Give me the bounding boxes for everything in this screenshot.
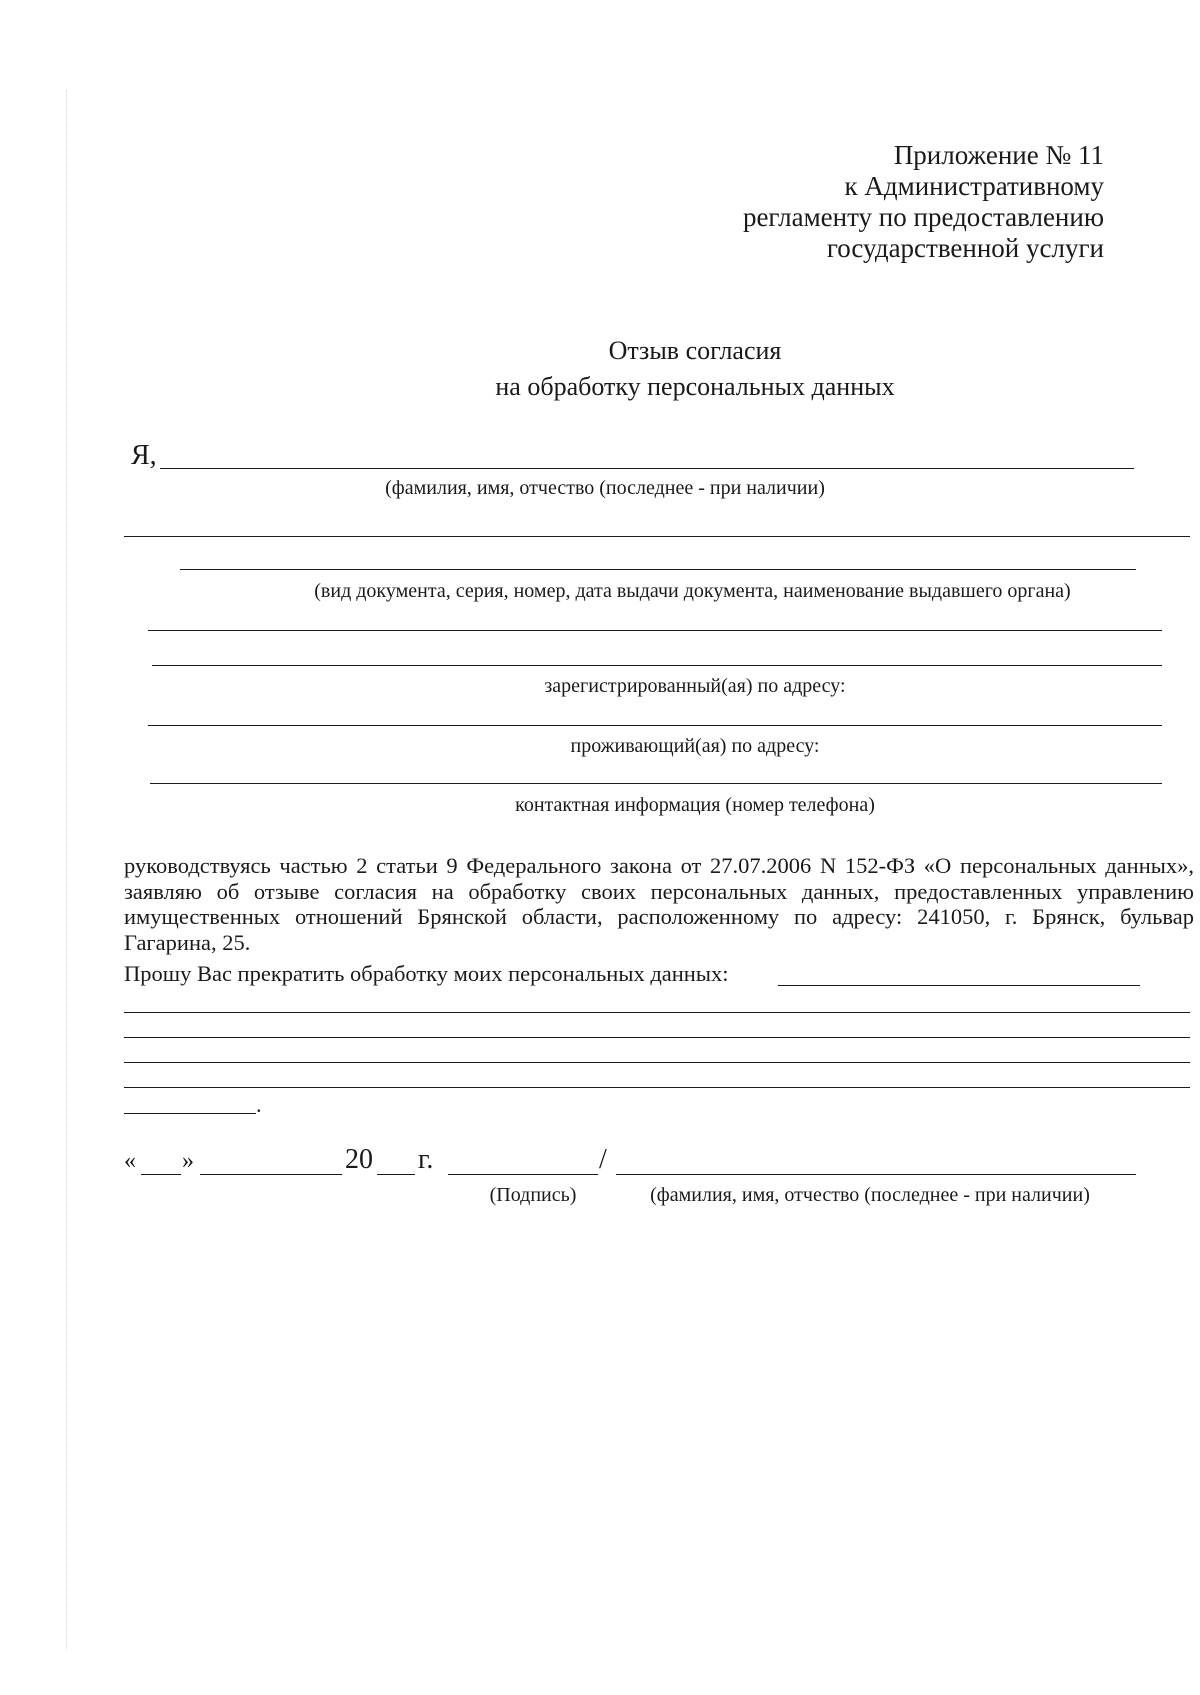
signature-fio-field-line[interactable]	[616, 1174, 1136, 1175]
document-field-line[interactable]	[180, 569, 1136, 570]
fio-field-line[interactable]	[160, 468, 1134, 469]
month-field-line[interactable]	[200, 1174, 342, 1175]
title-line-2: на обработку персональных данных	[495, 372, 895, 401]
document-title	[0, 333, 1200, 405]
quote-close: »	[182, 1148, 194, 1174]
scan-edge-mark	[66, 90, 67, 1650]
ya-label: Я,	[131, 440, 157, 471]
registered-caption: зарегистрированный(ая) по адресу:	[544, 675, 846, 697]
year-suffix: г.	[418, 1144, 434, 1175]
reason-field-line-4[interactable]	[124, 1087, 1190, 1088]
contact-field-line[interactable]	[150, 783, 1162, 784]
reason-field-line-2[interactable]	[124, 1037, 1190, 1038]
reason-field-line-1[interactable]	[124, 1012, 1190, 1013]
year-prefix: 20	[345, 1144, 373, 1175]
blank-field-line-1[interactable]	[124, 536, 1190, 537]
signature-fio-caption: (фамилия, имя, отчество (последнее - при наличии)	[650, 1184, 1090, 1206]
reason-field-line-5[interactable]	[124, 1113, 256, 1114]
reason-field-line-3[interactable]	[124, 1062, 1190, 1063]
request-field-line[interactable]	[778, 985, 1140, 986]
living-field-line[interactable]	[148, 725, 1162, 726]
appendix-header	[743, 140, 1104, 264]
fio-caption: (фамилия, имя, отчество (последнее - при наличии)	[385, 477, 825, 499]
contact-caption: контактная информация (номер телефона)	[515, 794, 875, 816]
quote-open: «	[124, 1148, 136, 1174]
year-field-line[interactable]	[377, 1174, 415, 1175]
registered-field-line[interactable]	[152, 665, 1162, 666]
day-field-line[interactable]	[141, 1174, 181, 1175]
appendix-line-3: регламенту по предоставлению	[742, 202, 1104, 232]
request-text: Прошу Вас прекратить обработку моих персональных данных:	[124, 961, 729, 986]
blank-field-line-2[interactable]	[148, 630, 1162, 631]
end-dot: .	[256, 1092, 262, 1117]
signature-field-line[interactable]	[448, 1174, 598, 1175]
slash-separator: /	[599, 1144, 607, 1175]
appendix-number: Приложение № 11	[893, 140, 1104, 170]
signature-caption: (Подпись)	[489, 1184, 577, 1206]
appendix-line-2: к Административному	[844, 171, 1104, 201]
appendix-line-4: государственной услуги	[826, 233, 1104, 263]
document-caption: (вид документа, серия, номер, дата выдачи документа, наименование выдавшего органа)	[314, 580, 1071, 602]
title-line-1: Отзыв согласия	[608, 336, 782, 365]
living-caption: проживающий(ая) по адресу:	[570, 735, 820, 757]
consent-paragraph: руководствуясь частью 2 статьи 9 Федерального закона от 27.07.2006 N 152-ФЗ «О персональных данных», заявляю об отзыве согласия на обработку своих персональных данных, предоставленных управлению имущественных отношений Брянской области, расположенному по адресу: 241050, г. Брянск, бульвар Гагарина, 25.	[124, 853, 1194, 955]
